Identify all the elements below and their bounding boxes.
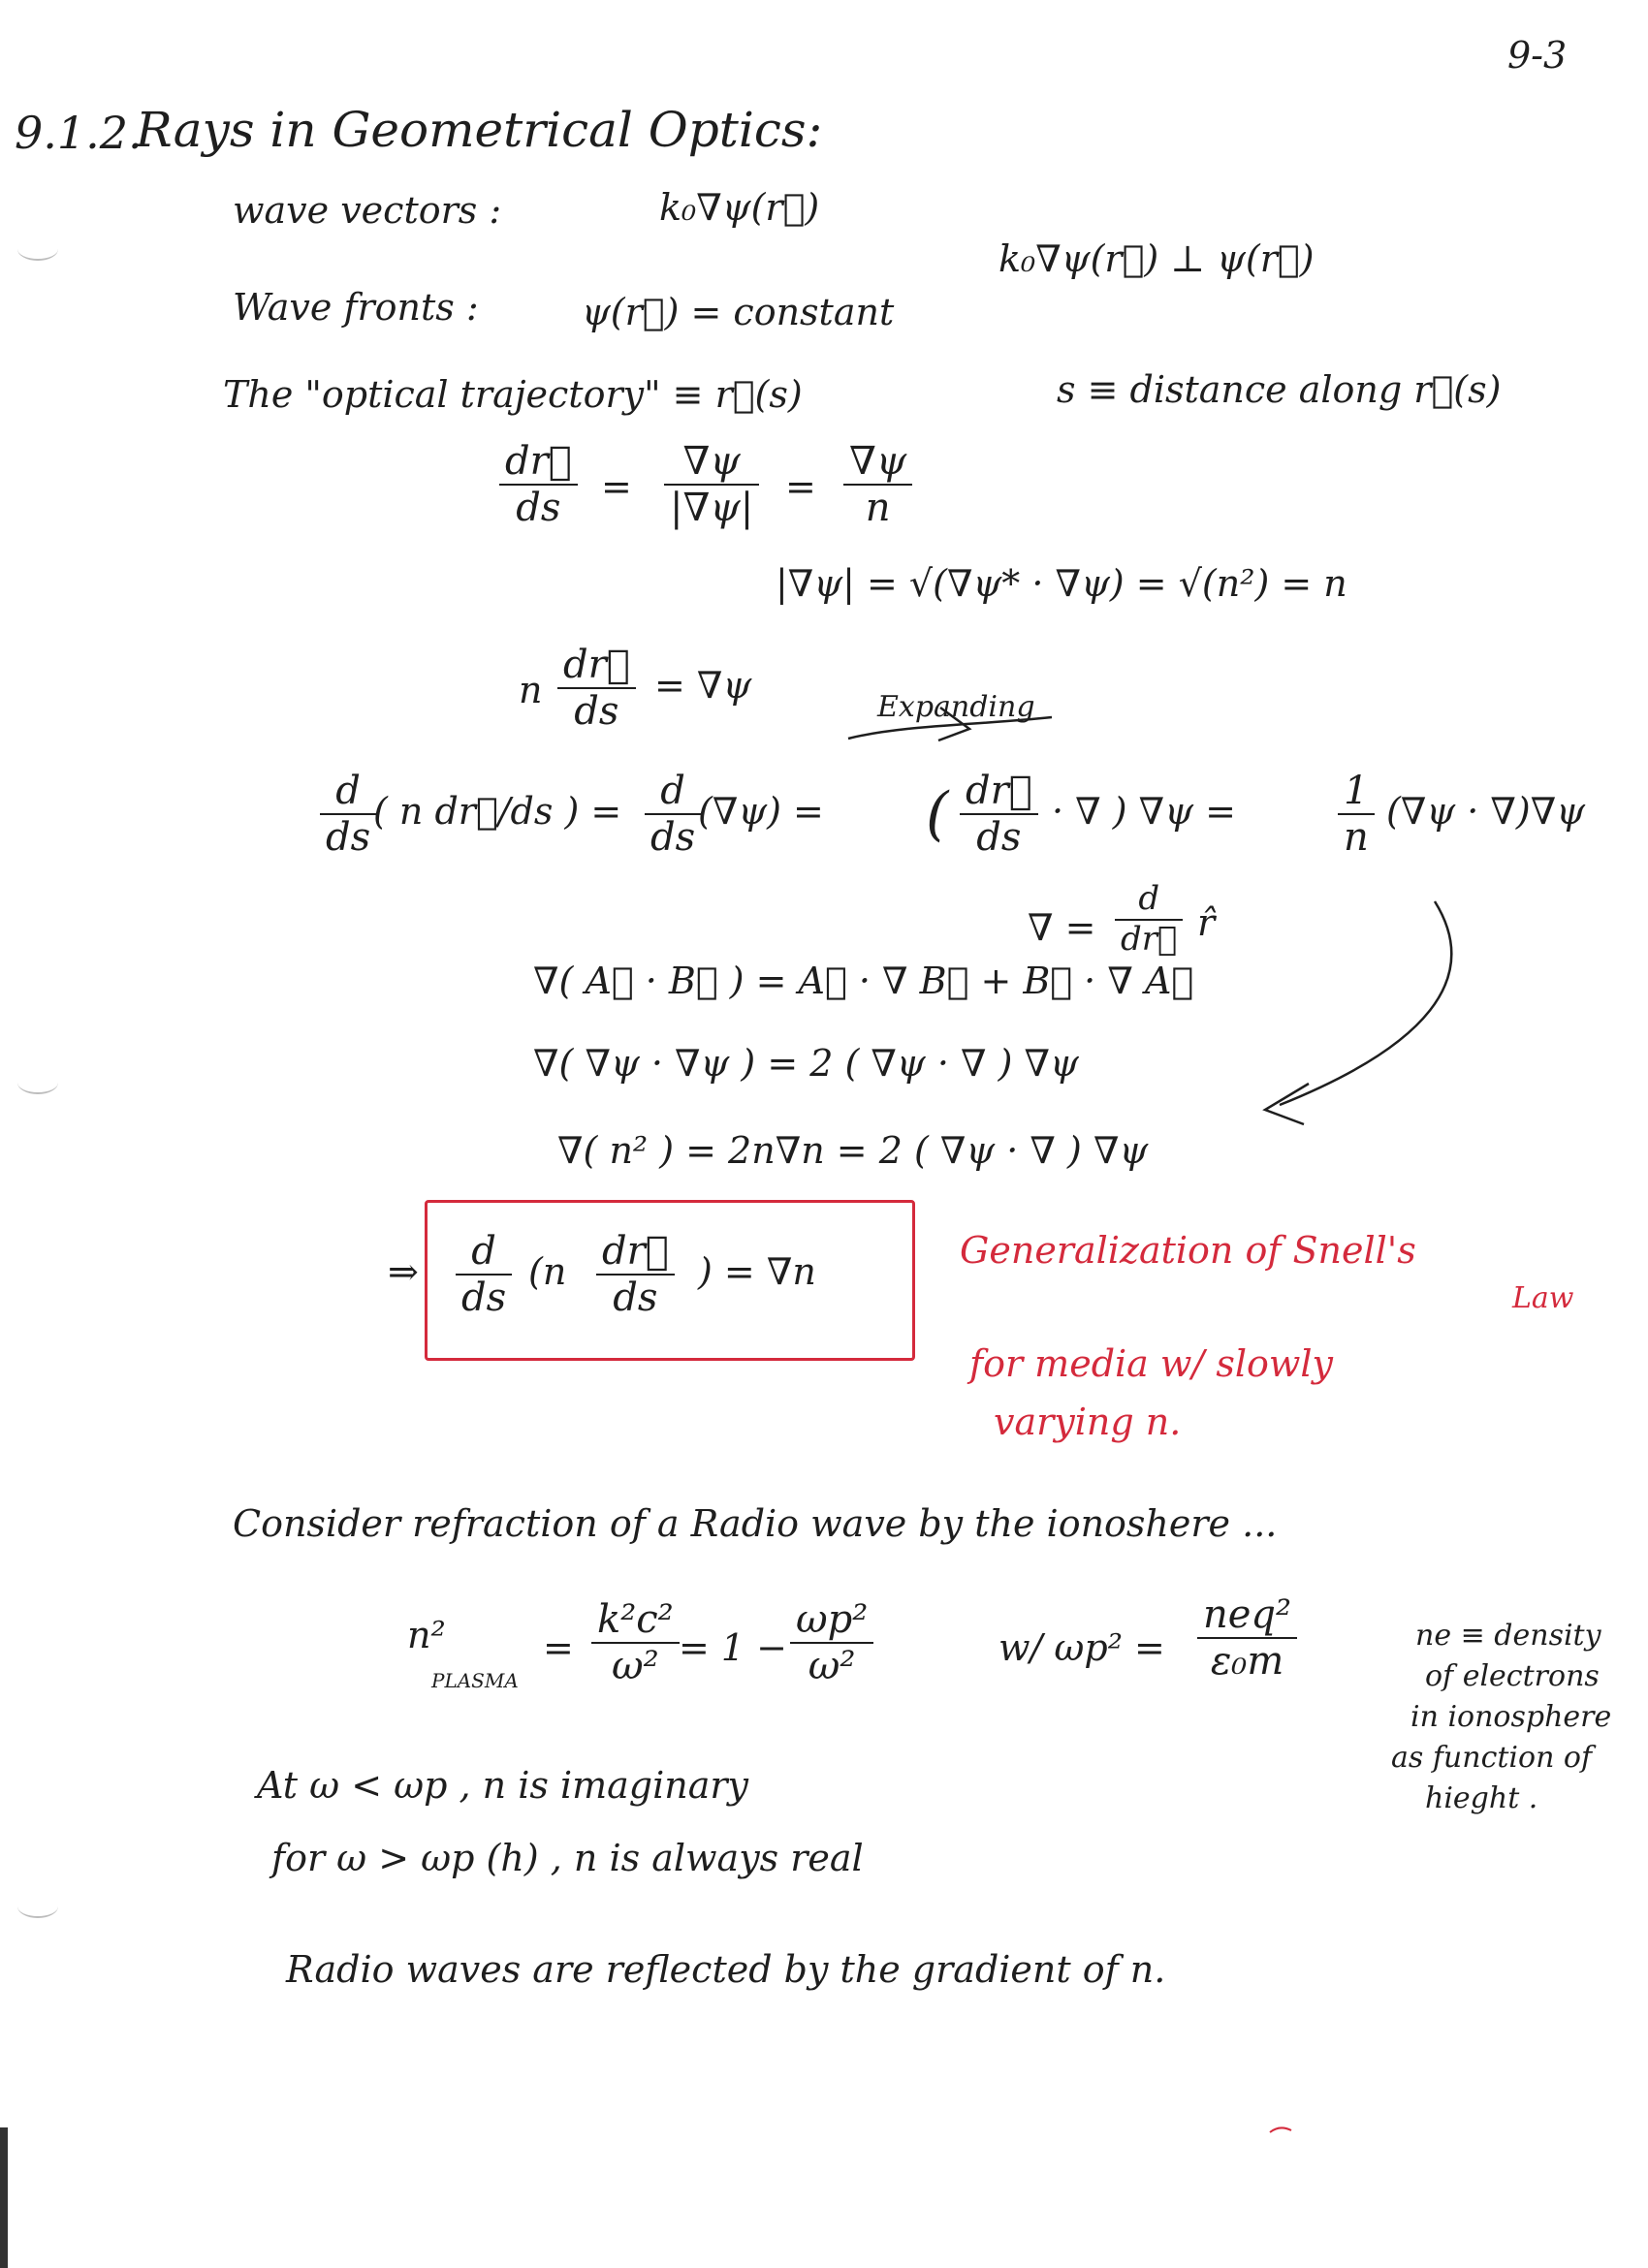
wave-fronts-expr: ψ(r⃗) = constant [582,291,895,333]
fraction-denominator: ds [976,815,1022,860]
fraction-numerator: neq² [1203,1592,1292,1637]
conclusion-sentence: Radio waves are reflected by the gradient of n. [286,1948,1166,1991]
n-squared: n² [407,1614,446,1656]
fraction-denominator: ds [574,689,619,734]
plasma-eq1: = [543,1626,574,1669]
red-note-line1: Generalization of Snell's [960,1229,1416,1272]
red-note-line2: for media w/ slowly [969,1342,1334,1385]
fraction-numerator: ∇ψ [682,439,741,484]
side-note-line2: of electrons [1425,1659,1600,1693]
for-line: for ω > ωp (h) , n is always real [271,1837,864,1879]
side-note-line4: as function of [1391,1741,1593,1775]
identity-dot-product: ∇( A⃗ · B⃗ ) = A⃗ · ∇ B⃗ + B⃗ · ∇ A⃗ [533,960,1194,1002]
side-note-line5: hieght . [1425,1781,1538,1815]
grad-def-rhs: r̂ [1197,901,1216,944]
fraction-numerator: dr⃗ [602,1229,669,1274]
fraction-denominator: ds [326,815,371,860]
wave-vectors-label: wave vectors : [233,189,502,232]
grad-def-lhs: ∇ = [1028,906,1096,949]
implies-arrow: ⇒ [388,1250,419,1293]
modulus-equation: |∇ψ| = √(∇ψ* · ∇ψ) = √(n²) = n [776,562,1347,605]
fraction-denominator: ds [516,486,561,530]
section-number: 9.1.2. [15,107,143,159]
fraction-numerator: ωp² [796,1597,869,1642]
equals-sign: = [601,465,632,508]
fraction-denominator: n [1344,815,1369,860]
fraction-denominator: ds [650,815,696,860]
at-line: At ω < ωp , n is imaginary [257,1764,749,1807]
wave-vectors-expr: k₀∇ψ(r⃗) [659,186,820,229]
n-factor: n [519,669,543,711]
plasma-eq2: = 1 − [679,1626,788,1669]
plasma-with: w/ ωp² = [998,1626,1165,1669]
expand-tail: (∇ψ · ∇)∇ψ [1386,790,1586,833]
paren-rest: · ∇ ) ∇ψ = [1052,790,1236,833]
stray-red-mark [1270,2127,1291,2132]
fraction-numerator: d [471,1229,496,1274]
fraction-numerator: dr⃗ [966,769,1032,813]
fraction-numerator: ∇ψ [849,439,907,484]
fraction-numerator: d [335,769,361,813]
boxed-close: ) = ∇n [698,1250,816,1293]
section-title: Rays in Geometrical Optics: [136,102,823,158]
wave-fronts-label: Wave fronts : [233,286,479,329]
expanding-label: Expanding [877,690,1035,724]
equals-sign: = [785,465,816,508]
plasma-subscript: PLASMA [431,1669,519,1692]
fraction-denominator: ds [613,1276,658,1320]
red-note-law: Law [1512,1281,1574,1315]
side-note-line3: in ionosphere [1410,1700,1612,1734]
curved-pointer-arrowhead [1265,1084,1309,1124]
page-number: 9-3 [1507,34,1568,77]
perpendicular-note: k₀∇ψ(r⃗) ⊥ ψ(r⃗) [998,237,1315,280]
fraction-denominator: dr⃗ [1121,919,1178,959]
fraction-numerator: dr⃗ [505,439,572,484]
distance-note: s ≡ distance along r⃗(s) [1057,368,1502,411]
fraction-denominator: ε₀m [1210,1639,1284,1684]
side-note-line1: ne ≡ density [1415,1619,1601,1653]
boxed-open: (n [528,1250,567,1293]
expand-inner: ( n dr⃗/ds ) = [373,790,622,833]
fraction-denominator: n [865,486,891,530]
fraction-numerator: 1 [1344,769,1369,813]
red-note-line3: varying n. [994,1401,1182,1443]
expand-inner-2: (∇ψ) = [698,790,824,833]
fraction-denominator: ds [461,1276,507,1320]
identity-grad-psi: ∇( ∇ψ · ∇ψ ) = 2 ( ∇ψ · ∇ ) ∇ψ [533,1042,1079,1085]
fraction-numerator: dr⃗ [563,643,630,687]
curved-pointer-arrow [1280,901,1451,1105]
trajectory-label: The "optical trajectory" ≡ r⃗(s) [223,373,803,416]
fraction-numerator: d [660,769,685,813]
n-dr-ds-rhs: = ∇ψ [654,664,752,707]
fraction-numerator: d [1138,879,1160,918]
fraction-numerator: k²c² [597,1597,674,1642]
consider-sentence: Consider refraction of a Radio wave by the ionoshere ... [233,1502,1278,1545]
open-paren: ( [926,780,949,848]
fraction-denominator: |∇ψ| [670,486,754,530]
fraction-denominator: ω² [808,1644,856,1688]
identity-grad-n-squared: ∇( n² ) = 2n∇n = 2 ( ∇ψ · ∇ ) ∇ψ [557,1129,1149,1172]
fraction-denominator: ω² [612,1644,659,1688]
